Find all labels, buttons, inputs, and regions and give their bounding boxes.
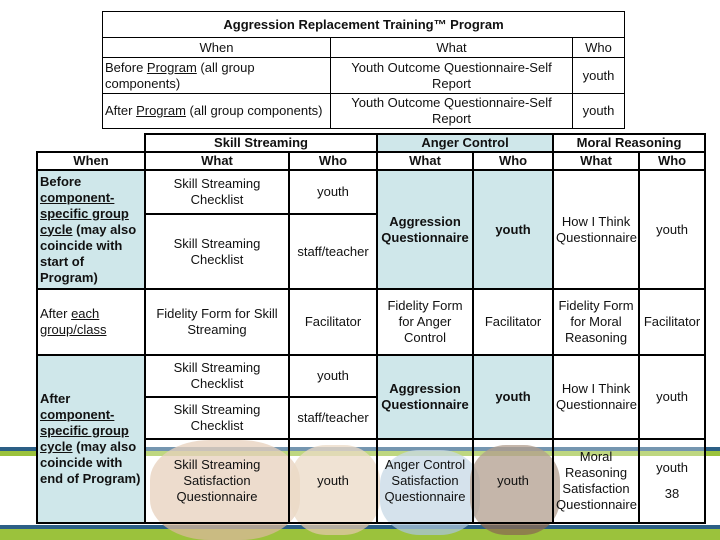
header-who: Who (573, 38, 625, 58)
table-row (37, 289, 705, 355)
sub-who: Who (639, 152, 705, 170)
when-cell: After Program (all group components) (103, 94, 331, 129)
when-cell: Before Program (all group components) (103, 58, 331, 94)
when-before-cycle: Before component-specific group cycle (may also coincide with start of Program) (37, 170, 145, 289)
component-table (36, 133, 706, 524)
who-cell: youth (573, 94, 625, 129)
sub-who: Who (473, 152, 553, 170)
who-cell: youth (473, 355, 553, 439)
table-row (37, 355, 705, 397)
who-cell: staff/teacher (289, 397, 377, 439)
who-cell: Facilitator (289, 289, 377, 355)
page-number: 38 (664, 486, 680, 501)
sub-what: What (553, 152, 639, 170)
when-after-cycle: After component-specific group cycle (may also coincide with end of Program) (37, 355, 145, 523)
what-cell: Skill Streaming Satisfaction Questionnaire (145, 439, 289, 523)
who-cell: staff/teacher (289, 214, 377, 289)
who-cell: Facilitator (639, 289, 705, 355)
program-table (102, 11, 625, 129)
what-cell: Skill Streaming Checklist (145, 170, 289, 214)
what-cell: Skill Streaming Checklist (145, 397, 289, 439)
table-row (37, 170, 705, 214)
who-cell: youth (573, 58, 625, 94)
what-cell: Anger Control Satisfaction Questionnaire (377, 439, 473, 523)
what-cell: How I Think Questionnaire (553, 170, 639, 289)
who-text: youth (656, 460, 688, 475)
what-cell: Skill Streaming Checklist (145, 214, 289, 289)
group-skill-streaming: Skill Streaming (145, 134, 377, 152)
header-what: What (331, 38, 573, 58)
what-cell: Youth Outcome Questionnaire-Self Report (331, 94, 573, 129)
what-cell: Fidelity Form for Anger Control (377, 289, 473, 355)
what-cell: Fidelity Form for Skill Streaming (145, 289, 289, 355)
who-cell: youth (639, 170, 705, 289)
when-each-group: After each group/class (37, 289, 145, 355)
who-cell: Facilitator (473, 289, 553, 355)
who-cell: youth (473, 170, 553, 289)
group-moral-reasoning: Moral Reasoning (553, 134, 705, 152)
table-row (103, 58, 625, 94)
header-when: When (103, 38, 331, 58)
sub-what: What (145, 152, 289, 170)
sub-what: What (377, 152, 473, 170)
what-cell: How I Think Questionnaire (553, 355, 639, 439)
sub-when: When (37, 152, 145, 170)
group-anger-control: Anger Control (377, 134, 553, 152)
who-cell: youth (289, 439, 377, 523)
who-cell: youth (289, 355, 377, 397)
what-cell: Fidelity Form for Moral Reasoning (553, 289, 639, 355)
sub-who: Who (289, 152, 377, 170)
who-cell: youth (639, 355, 705, 439)
what-cell: Skill Streaming Checklist (145, 355, 289, 397)
what-cell: Aggression Questionnaire (377, 355, 473, 439)
who-cell (639, 439, 705, 523)
what-cell: Aggression Questionnaire (377, 170, 473, 289)
what-cell: Youth Outcome Questionnaire-Self Report (331, 58, 573, 94)
who-cell: youth (473, 439, 553, 523)
what-cell: Moral Reasoning Satisfaction Questionnaire (553, 439, 639, 523)
table-title: Aggression Replacement Training™ Program (103, 12, 625, 38)
table-row (103, 94, 625, 129)
who-cell: youth (289, 170, 377, 214)
